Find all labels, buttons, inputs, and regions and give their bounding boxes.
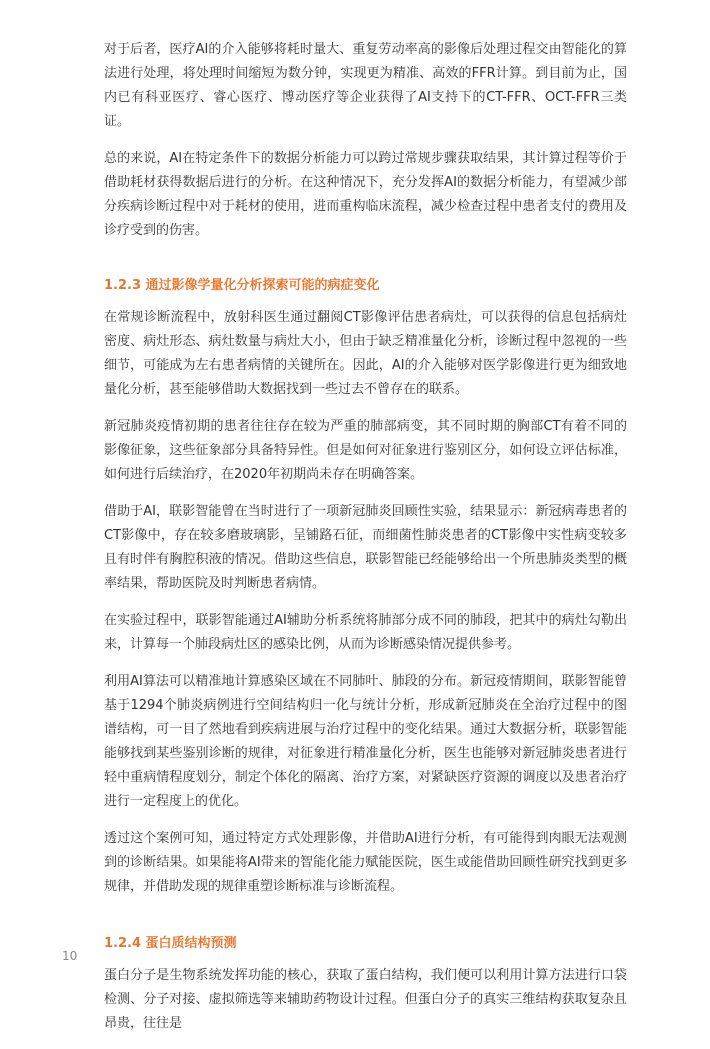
- document-body: [104, 38, 627, 1049]
- paragraph: 透过这个案例可知，通过特定方式处理影像，并借助AI进行分析，有可能得到肉眼无法观测到的诊断结果。如果能将AI带来的智能化能力赋能医院，医生或能借助回顾性研究找到更多规律，并借助发现的规律重塑诊断标准与诊断流程。: [104, 831, 627, 894]
- paragraph: 总的来说，AI在特定条件下的数据分析能力可以跨过常规步骤获取结果，其计算过程等价于借助耗材获得数据后进行的分析。在这种情况下，充分发挥AI的数据分析能力，有望减少部分疾病诊断过程中对于耗材的使用，进而重构临床流程，减少检查过程中患者支付的费用及诊疗受到的伤害。: [104, 151, 627, 238]
- paragraph: 在常规诊断流程中，放射科医生通过翻阅CT影像评估患者病灶，可以获得的信息包括病灶密度、病灶形态、病灶数量与病灶大小，但由于缺乏精准量化分析，诊断过程中忽视的一些细节，可能成为左右患者病情的关键所在。因此，AI的介入能够对医学影像进行更为细致地量化分析，甚至能够借助大数据找到一些过去不曾存在的联系。: [104, 310, 627, 397]
- paragraph: 蛋白分子是生物系统发挥功能的核心，获取了蛋白结构，我们便可以利用计算方法进行口袋检测、分子对接、虚拟筛选等来辅助药物设计过程。但蛋白分子的真实三维结构获取复杂且昂贵，往往是: [104, 968, 627, 1031]
- paragraph: 对于后者，医疗AI的介入能够将耗时量大、重复劳动率高的影像后处理过程交由智能化的算法进行处理，将处理时间缩短为数分钟，实现更为精准、高效的FFR计算。到目前为止，国内已有科亚医疗、睿心医疗、博动医疗等企业获得了AI支持下的CT-FFR、OCT-FFR三类证。: [104, 42, 627, 129]
- section-heading-1-2-4: 1.2.4 蛋白质结构预测: [104, 936, 237, 951]
- paragraph: 利用AI算法可以精准地计算感染区域在不同肺叶、肺段的分布。新冠疫情期间，联影智能曾基于1294个肺炎病例进行空间结构归一化与统计分析，形成新冠肺炎在全治疗过程中的图谱结构，可一目了然地看到疾病进展与治疗过程中的变化结果。通过大数据分析，联影智能能够找到某些鉴别诊断的规律，对征象进行精准量化分析，医生也能够对新冠肺炎患者进行轻中重病情程度划分，制定个体化的隔离、治疗方案，对紧缺医疗资源的调度以及患者治疗进行一定程度上的优化。: [104, 674, 627, 809]
- paragraph: 新冠肺炎疫情初期的患者往往存在较为严重的肺部病变，其不同时期的胸部CT有着不同的影像征象，这些征象部分具备特异性。但是如何对征象进行鉴别区分，如何设立评估标准，如何进行后续治疗，在2020年初期尚未存在明确答案。: [104, 419, 627, 482]
- paragraph: 在实验过程中，联影智能通过AI辅助分析系统将肺部分成不同的肺段，把其中的病灶勾勒出来，计算每一个肺段病灶区的感染比例，从而为诊断感染情况提供参考。: [104, 613, 627, 652]
- paragraph: 借助于AI，联影智能曾在当时进行了一项新冠肺炎回顾性实验，结果显示：新冠病毒患者的CT影像中，存在较多磨玻璃影，呈铺路石征，而细菌性肺炎患者的CT影像中实性病变较多且有时伴有胸腔积液的情况。借助这些信息，联影智能已经能够给出一个所患肺炎类型的概率结果，帮助医院及时判断患者病情。: [104, 504, 627, 591]
- page-number: 10: [62, 949, 78, 963]
- section-heading-1-2-3: 1.2.3 通过影像学量化分析探索可能的病症变化: [104, 278, 380, 293]
